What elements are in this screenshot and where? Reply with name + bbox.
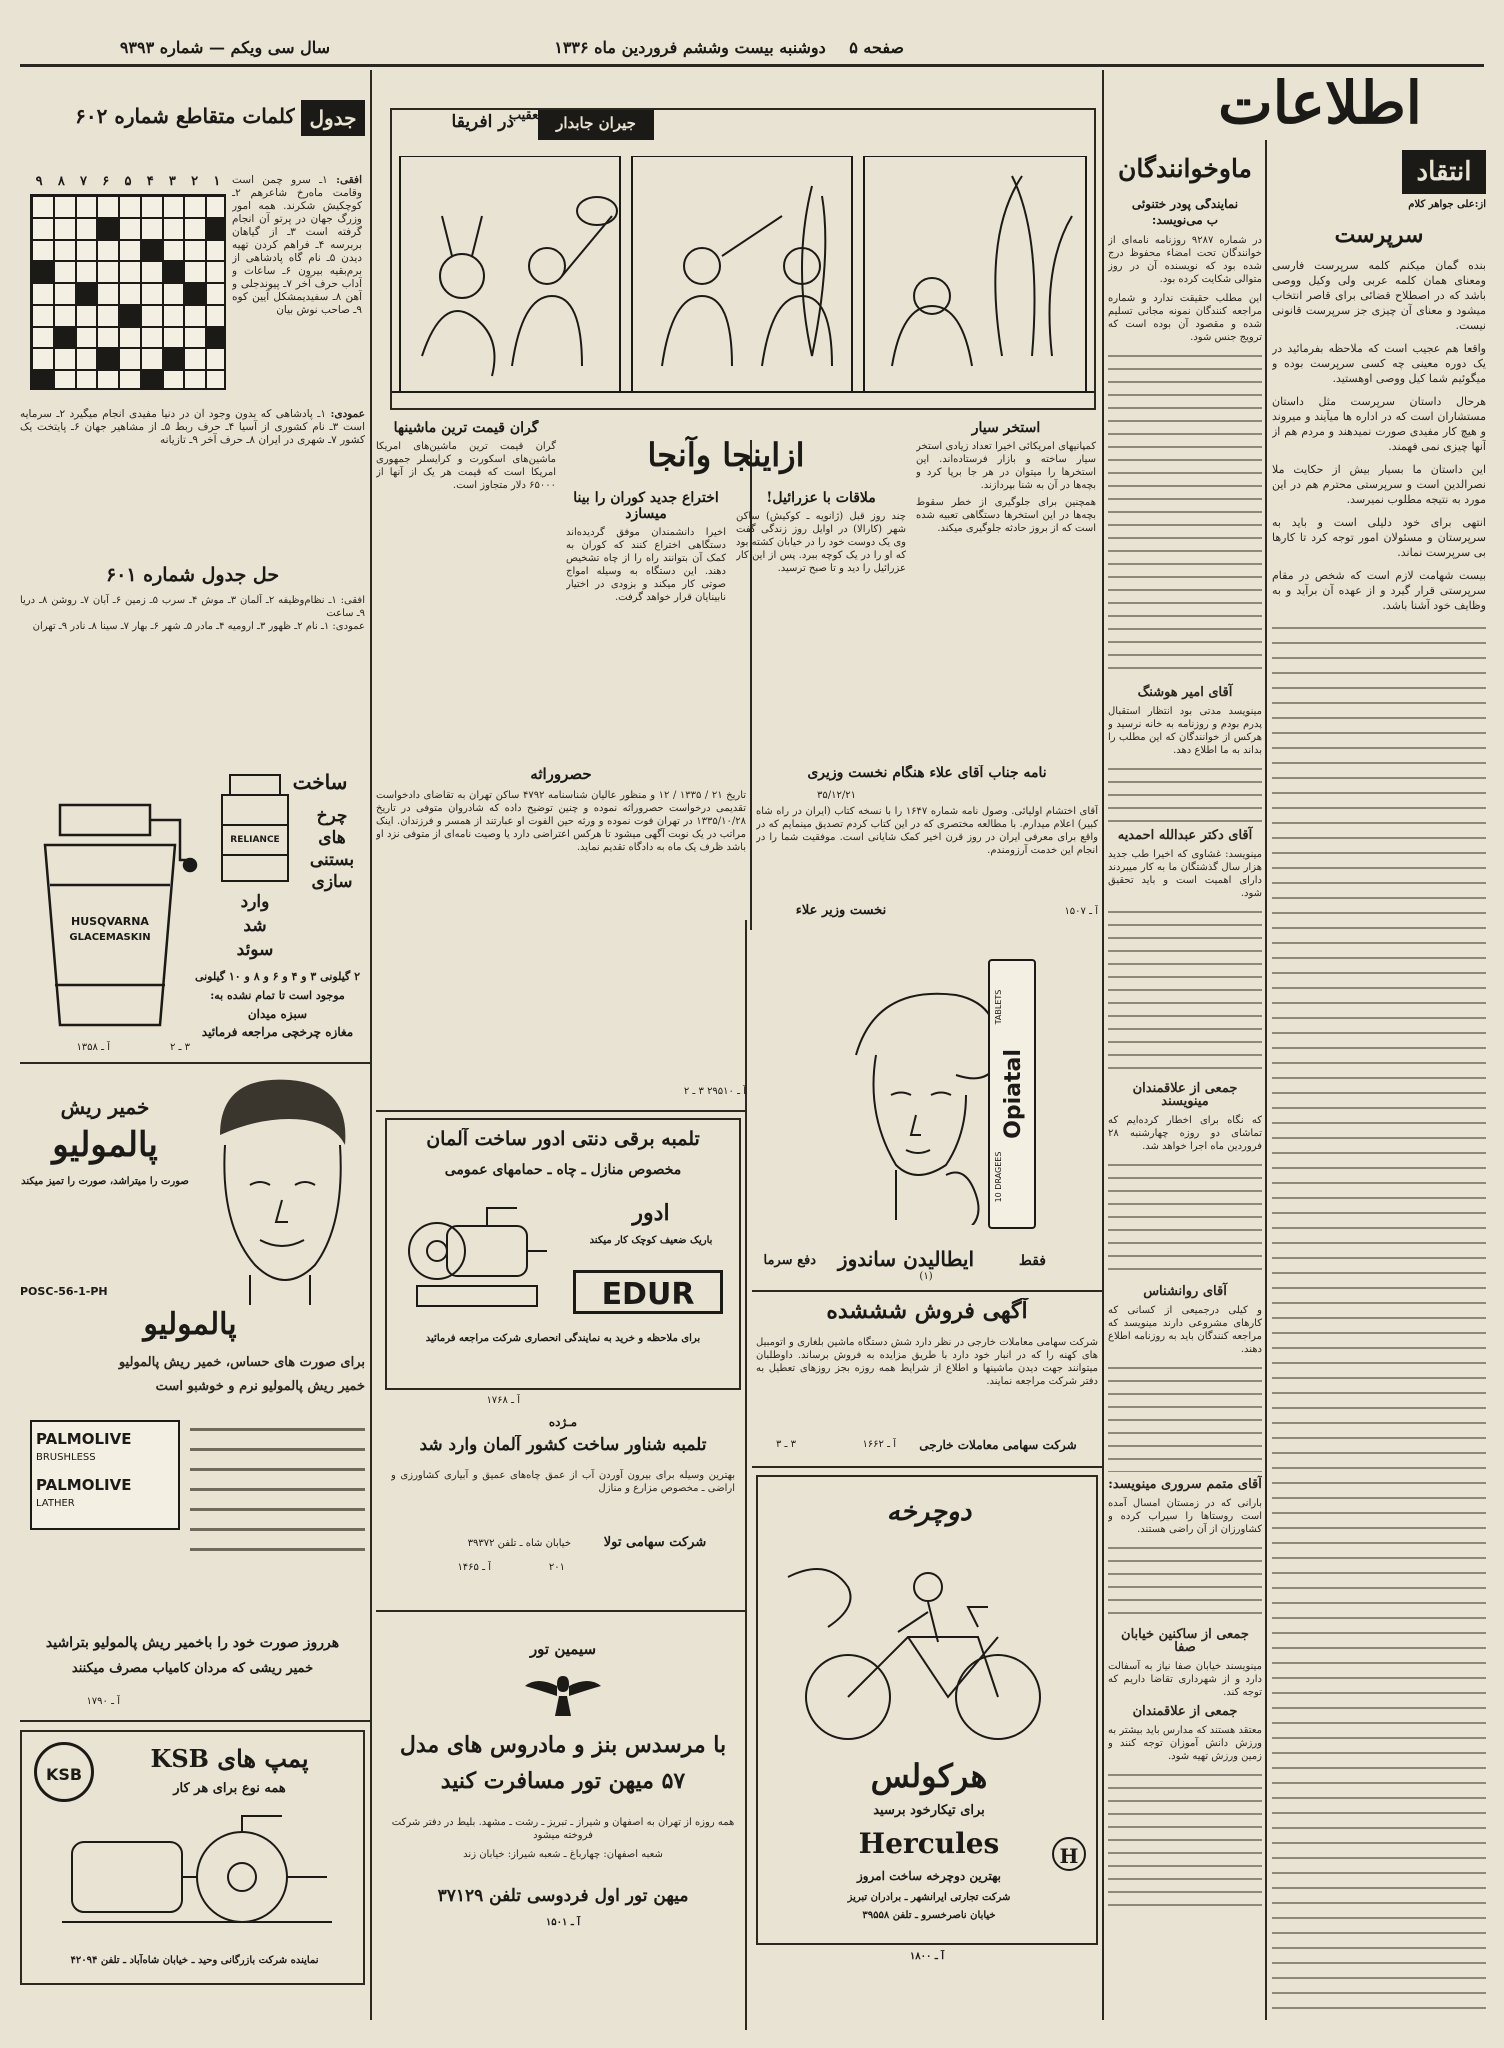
crossword-cell xyxy=(76,240,98,262)
ad-edur-logo: EDUR xyxy=(573,1270,723,1314)
ad-pump-text: بهترین وسیله برای بیرون آوردن آب از عمق چاه‌های عمیق و آبیاری کشاورزی و اراضی ـ مخصوص مزارع و منازل xyxy=(391,1470,735,1494)
masthead: اطلاعات xyxy=(1218,69,1422,137)
ad-tour-text2: شعبه اصفهان: چهارباغ ـ شعبه شیراز: خیابان زند xyxy=(463,1849,663,1860)
column-rule xyxy=(1102,70,1104,2020)
readers-subhead: جمعی از علاقمندان مینویسند xyxy=(1132,1081,1238,1109)
crossword-cell xyxy=(206,196,226,218)
filler-text-lines xyxy=(1108,1362,1262,1472)
ad-sale xyxy=(756,1298,1098,1463)
crossword-cell xyxy=(119,348,141,370)
ad-letter-sign: نخست وزیر علاء xyxy=(795,903,887,918)
ad-ksb-footer: نماینده شرکت بازرگانی وحید ـ خیابان شاه‌آباد ـ تلفن ۴۲۰۹۴ xyxy=(70,1955,319,1966)
crossword-solution-vertical: عمودی: ۱ـ نام ۲ـ ظهور ۳ـ ارومیه ۴ـ مادر ۵ـ شهر ۶ـ بهار ۷ـ سینا ۸ـ نادر ۹ـ تهران xyxy=(32,621,365,632)
ad-ice-cream-sizes: ۲ گیلونی ۳ و ۴ و ۶ و ۸ و ۱۰ گیلونی xyxy=(194,970,361,983)
svg-text:HUSQVARNA: HUSQVARNA xyxy=(71,915,149,928)
ad-pump-company: شرکت سهامی تولا xyxy=(603,1535,707,1550)
crossword-cell xyxy=(32,196,54,218)
ad-tour-address: میهن تور اول فردوسی تلفن ۳۷۱۲۹ xyxy=(437,1886,689,1906)
svg-text:GLACEMASKIN: GLACEMASKIN xyxy=(69,932,151,943)
ad-sale-code: آ ـ ۱۶۶۲ xyxy=(862,1439,896,1450)
crossword-title: کلمات متقاطع شماره ۶۰۲ xyxy=(75,104,295,128)
ad-edur-code: آ ـ ۱۷۶۸ xyxy=(486,1395,520,1406)
crossword-cell xyxy=(97,218,119,240)
crossword-column-number: ۶ xyxy=(102,174,110,189)
crossword-column-number: ۱ xyxy=(213,174,221,189)
crossword-cell xyxy=(141,305,163,327)
ad-word: وارد xyxy=(240,892,270,912)
ad-ksb-title: پمپ های KSB xyxy=(150,1744,309,1773)
misc-column-1 xyxy=(566,490,726,740)
critique-paragraph: واقعا هم عجیب است که ملاحظه بفرمائید در یک دوره معینی چه کسی سرپرست بوده و میگوئیم شما کیل ووصی اوهستید. xyxy=(1272,342,1486,385)
column-rule xyxy=(1265,140,1267,2020)
ad-hercules-brand-fa: هرکولس xyxy=(870,1757,988,1795)
ice-cream-brand-label: RELIANCE xyxy=(230,835,280,845)
crossword-cell xyxy=(184,370,206,390)
critique-paragraph: این داستان ما بسیار بیش از حکایت ملا نصرالدین است و سرپرستی محترم هم در این مورد به نتیجه مطلوب نمیرسد. xyxy=(1272,463,1486,506)
crossword-cell xyxy=(206,305,226,327)
ad-tour-code: آ ـ ۱۵۰۱ xyxy=(545,1917,581,1928)
crossword-cell xyxy=(184,196,206,218)
column-rule xyxy=(370,70,372,2020)
tablet-tube xyxy=(988,959,1036,1229)
crossword-cell xyxy=(54,261,76,283)
crossword-cell xyxy=(32,348,54,370)
crossword-cell xyxy=(97,327,119,349)
crossword-cell xyxy=(76,196,98,218)
crossword-cell xyxy=(76,327,98,349)
filler-text-lines xyxy=(1108,1769,1262,1909)
crossword-cell xyxy=(141,370,163,390)
ad-legal-title: حصروراثه xyxy=(530,765,592,783)
ad-tour-text: همه روزه از تهران به اصفهان و شیراز ـ تبریز ـ رشت ـ مشهد. بلیط در دفتر شرکت فروخته میشود xyxy=(391,1817,735,1841)
ad-hercules xyxy=(756,1475,1098,1945)
cartoon-title: در افریقا xyxy=(451,112,514,132)
ad-legal-text: تاریخ ۲۱ / ۱۳۳۵ / ۱۲ و منظور عالیان شناسنامه ۴۷۹۲ ساکن تهران به تقاضای دادخواست تقدیمی درخواست حصروراثه نموده و چنین توضیح داده که شادروان متوفی در تاریخ ۱۳۳۵/۱۰/۲۸ در تهران فوت نموده و ورثه حین الفوت او عبارتند از همسر و فرزندان. اینک مراتب در یک نوبت آگهی میشود تا هرکس اعتراضی دارد یا وصیت نامه‌ای از متوفی نزد او باشد ظرف یک ماه به دادگاه تقدیم نماید. xyxy=(376,790,746,853)
section-rule xyxy=(752,1290,1102,1292)
date-line: دوشنبه بیست وششم فروردین ماه ۱۳۳۶ xyxy=(554,38,826,57)
crossword-cell xyxy=(206,261,226,283)
crossword-cell xyxy=(32,218,54,240)
readers-subhead: آقای روانشناس xyxy=(1143,1284,1227,1299)
crossword-cell xyxy=(163,196,185,218)
crossword-cell xyxy=(141,283,163,305)
readers-subhead: نمایندگی پودر ختنوئی xyxy=(1131,198,1239,211)
tube-label: LATHER xyxy=(36,1498,75,1509)
crossword-cell xyxy=(76,283,98,305)
ad-word: بستنی xyxy=(309,850,355,870)
ad-ice-cream xyxy=(20,765,365,1055)
crossword-cell xyxy=(97,240,119,262)
crossword-cell xyxy=(184,327,206,349)
section-rule xyxy=(376,1610,746,1612)
ksb-logo: KSB xyxy=(34,1742,94,1802)
ad-palmolive-line3: هرروز صورت خود را باخمیر ریش پالمولیو بتراشید xyxy=(45,1635,340,1651)
filler-text-lines xyxy=(1108,763,1262,823)
crossword-cell xyxy=(163,327,185,349)
crossword-column-number: ۷ xyxy=(80,174,88,189)
ad-word: سازی xyxy=(311,872,353,892)
crossword-cell xyxy=(163,283,185,305)
crossword-cell xyxy=(163,348,185,370)
ad-edur-title: تلمبه برقی دنتی ادور ساخت آلمان xyxy=(426,1128,700,1150)
crossword-column-number: ۵ xyxy=(124,174,132,189)
crossword-cell xyxy=(119,218,141,240)
tube-label: BRUSHLESS xyxy=(36,1452,96,1463)
crossword-badge: جدول xyxy=(301,100,365,136)
ad-tablets xyxy=(756,935,1098,1285)
ad-hercules-company: شرکت تجارتی ایرانشهر ـ برادران تبریز xyxy=(847,1892,1011,1903)
crossword-cell xyxy=(54,327,76,349)
crossword-cell xyxy=(206,370,226,390)
ad-letter-code: آ ـ ۱۵۰۷ xyxy=(1064,906,1098,917)
crossword-cell xyxy=(97,283,119,305)
critique-paragraph: هرحال داستان سرپرست مثل داستان مستشاران است که در اداره ها میآیند و میروند و هیچ کار مفیدی صورت نمیدهند و مردم هم از آنها چیزی نمی فهمند. xyxy=(1272,395,1486,453)
ad-pump-address: خیابان شاه ـ تلفن ۳۹۳۷۲ xyxy=(467,1538,571,1549)
ad-hercules-address: خیابان ناصرخسرو ـ تلفن ۳۹۵۵۸ xyxy=(862,1910,996,1921)
ad-edur-brand2: باریک ضعیف کوچک کار میکند xyxy=(589,1235,713,1246)
crossword-cell xyxy=(119,261,141,283)
ad-ice-cream-code2: ۳ ـ ۲ xyxy=(169,1042,190,1053)
ad-sale-company: شرکت سهامی معاملات خارجی xyxy=(919,1438,1077,1452)
section-rule xyxy=(752,1466,1102,1468)
ad-tour-title: با مرسدس بنز و مادروس های مدل xyxy=(399,1732,727,1758)
filler-text-lines xyxy=(1108,1542,1262,1622)
ad-hercules-brand-en: Hercules xyxy=(858,1827,1000,1860)
readers-subhead: جمعی از ساکنین خیابان صفا xyxy=(1121,1627,1249,1655)
crossword-cell xyxy=(32,370,54,390)
crossword-cell xyxy=(76,305,98,327)
ad-palmolive-tagline: صورت را میتراشد، صورت را تمیز میکند xyxy=(21,1176,189,1187)
ad-tablets-num: (۱) xyxy=(919,1271,933,1282)
crossword-horizontal xyxy=(232,174,362,404)
ad-palmolive-brand2: پالمولیو xyxy=(143,1307,237,1342)
ad-hercules-top: دوچرخه xyxy=(886,1497,972,1527)
page-number: صفحه ۵ xyxy=(849,38,904,57)
crossword-column-number: ۹ xyxy=(35,174,43,189)
crossword-column-number: ۳ xyxy=(168,174,176,189)
crossword-cell xyxy=(119,196,141,218)
ad-ice-cream-words xyxy=(300,805,364,935)
ad-letter-title: نامه جناب آقای علاء هنگام نخست وزیری xyxy=(807,765,1047,781)
crossword-cell xyxy=(76,218,98,240)
critique-column xyxy=(1272,140,1486,2030)
ad-letter-text: آقای اختشام اولیائی. وصول نامه شماره ۱۶۴۷ را با نسخه کتاب (ایران در راه شاه کبیر) اعلام میدارم. با مطالعه مختصری که در این کتاب کردم تصدیق مینمایم که در واقع برای معرفی ایران در روز قرن اخیر کمک شایانی است. موفقیت شما را در انجام این خدمت آرزومندم. xyxy=(756,806,1098,856)
crossword-cell xyxy=(141,261,163,283)
crossword-horizontal-label: افقی: xyxy=(336,174,362,186)
readers-paragraph: در شماره ۹۲۸۷ روزنامه نامه‌ای از خوانندگان تحت امضاء محفوظ درج شده بود که نویسنده آن در روز متوالی شکایت کرده بود. xyxy=(1108,235,1262,285)
ad-edur-sub: مخصوص منازل ـ چاه ـ حمامهای عمومی xyxy=(444,1162,682,1178)
ad-palmolive-code: POSC-56-1-PH xyxy=(20,1285,108,1298)
crossword-cell xyxy=(32,283,54,305)
crossword-vertical-clues: ۱ـ پادشاهی که بدون وجود آن در دنیا مفیدی انجام میگیرد ۲ـ سرمایه است ۳ـ نام کشوری از آسیا ۴ـ حرف ربط ۵ـ از مشاهیر جهان ۶ـ پایتخت یک کشور ۷ـ شهری در ایران ۸ـ حرف آخر ۹ـ تازیانه xyxy=(20,408,365,446)
filler-text-lines xyxy=(1108,350,1262,680)
crossword-cell xyxy=(97,370,119,390)
ad-word: سوئد xyxy=(236,940,274,960)
misc-item-title: اختراع جدید کوران را بینا میسازد xyxy=(573,490,719,522)
crossword-cell xyxy=(119,283,141,305)
readers-paragraph: مینویسد: غشاوی که اخیرا طب جدید هزار سال گذشتگان ما به کار میبردند دارای اهمیت است و باید تحقیق شود. xyxy=(1108,849,1262,899)
crossword-cell xyxy=(141,218,163,240)
critique-paragraph: بنده گمان میکنم کلمه سرپرست فارسی ومعنای همان کلمه عربی ولی وکیل ووصی باشد که در اصطلاح قضائی برای قاصر انتخاب میشود و معنای آن چیزی جز سرپرست قانونی نیست. xyxy=(1272,259,1486,332)
crossword-cell xyxy=(206,240,226,262)
crossword-cell xyxy=(184,240,206,262)
ad-word: های xyxy=(318,828,346,848)
crossword-solution-horizontal: افقی: ۱ـ نظام‌وظیفه ۲ـ آلمان ۳ـ موش ۴ـ سرب ۵ـ زمین ۶ـ آبان ۷ـ روشن ۸ـ دریا ۹ـ ساعت xyxy=(20,595,365,619)
ad-sale-title: آگهی فروش شششده xyxy=(826,1298,1028,1324)
misc-item-text: همچنین برای جلوگیری از خطر سقوط بچه‌ها در این استخرها دستگاهی تعبیه شده است که از بروز حادثه جلوگیری میکند. xyxy=(916,497,1096,534)
ad-ksb-sub: همه نوع برای هر کار xyxy=(173,1782,286,1796)
crossword-grid xyxy=(30,194,226,390)
readers-subhead: ب‌ می‌نویسد: xyxy=(1151,214,1219,227)
hercules-logo: H xyxy=(1052,1837,1086,1871)
crossword-solution-title: حل جدول شماره ۶۰۱ xyxy=(105,564,280,586)
tube-brand: PALMOLIVE xyxy=(36,1476,132,1494)
crossword-cell xyxy=(54,240,76,262)
crossword-cell xyxy=(32,305,54,327)
ad-ice-cream-words2 xyxy=(210,890,300,970)
filler-text-lines xyxy=(1108,906,1262,1076)
ad-palmolive-brand: پالمولیو xyxy=(52,1125,158,1165)
readers-subhead: آقای دکتر عبدالله احمدیه xyxy=(1117,828,1253,843)
crossword-cell xyxy=(163,261,185,283)
misc-item-text: کمپانیهای امریکائی اخیرا تعداد زیادی استخر سیار ساخته و بازار فرستاده‌اند. این استخرها را میتوان در هر جا برپا کرد و بچه‌ها در آن به شنا بپردازند. xyxy=(916,441,1096,491)
readers-paragraph: مینویسد مدتی بود انتظار استقبال پدرم بودم و روزنامه به خانه نرسید و هرکس از خوانندگان که این مطلب را بداند به ما اطلاع دهد. xyxy=(1108,706,1262,756)
misc-item-title: استخر سیار xyxy=(971,420,1041,436)
ad-tour-top: سیمین تور xyxy=(529,1640,597,1658)
critique-paragraph: انتهی برای خود دلیلی است و باید به سرپرستان و مسئولان امور توجه کرد تا کارها بی سرپرست نماند. xyxy=(1272,516,1486,559)
readers-subhead: آقای امیر هوشنگ xyxy=(1137,685,1233,700)
crossword-cell xyxy=(206,348,226,370)
readers-paragraph: که نگاه برای اخطار کرده‌ایم که تماشای دو روزه چهارشنبه ۲۸ فروردین ماه اجرا خواهد شد. xyxy=(1108,1115,1262,1152)
crossword-cell xyxy=(97,261,119,283)
crossword-column-number: ۲ xyxy=(191,174,199,189)
crossword-cell xyxy=(184,283,206,305)
readers-paragraph: مینویسند خیابان صفا نیاز به آسفالت دارد و از شهرداری تقاضا داریم که توجه کند. xyxy=(1108,1661,1262,1698)
misc-item-title: گران قیمت ترین ماشینها xyxy=(393,420,539,436)
ad-ice-cream-stock: موجود است تا تمام نشده به: xyxy=(210,989,345,1002)
crossword-column-numbers xyxy=(28,174,228,192)
ad-word: چرخ xyxy=(316,806,348,826)
issue-line: سال سی ویکم — شماره ۹۳۹۳ xyxy=(119,38,330,57)
crossword-cell xyxy=(54,283,76,305)
crossword-column-number: ۴ xyxy=(146,174,154,189)
ad-sale-text: شرکت سهامی معاملات خارجی در نظر دارد شش دستگاه ماشین بلغاری و اتومبیل های کهنه را که در انبار خود دارد با طریق مزایده به فروش برساند. داوطلبان میتوانند جهت دیدن ماشینها و اطلاع از شرایط همه روزه بجز روزهای تعطیل به دفتر شرکت مراجعه نمایند. xyxy=(756,1337,1098,1387)
ad-tablets-line3: دفع سرما xyxy=(763,1253,816,1268)
crossword-cell xyxy=(32,327,54,349)
crossword-vertical xyxy=(20,408,365,558)
crossword-cell xyxy=(206,327,226,349)
misc-section xyxy=(376,420,1096,740)
tablet-brand-dragees: 10 DRAGEES xyxy=(994,1151,1003,1203)
readers-subhead: جمعی از علاقمندان xyxy=(1132,1704,1238,1719)
critique-badge: انتقاد xyxy=(1402,150,1486,194)
crossword-cell xyxy=(141,196,163,218)
ad-pump-code2: آ ـ ۱۴۶۵ xyxy=(457,1562,491,1573)
crossword-cell xyxy=(119,370,141,390)
woman-illustration xyxy=(816,975,1016,1225)
misc-item-text: گران قیمت ترین ماشین‌های امریکا ماشین‌های اسکورت و کرایسلر جمهوری امریکا است که قیمت هر یک از آنها از ۶۵۰۰۰ دلار متجاوز است. xyxy=(376,441,556,491)
tablet-brand-tablets: TABLETS xyxy=(994,989,1003,1025)
readers-column xyxy=(1108,140,1262,2030)
ksb-pump-illustration xyxy=(52,1812,342,1942)
section-rule xyxy=(20,1062,370,1064)
ad-tour-title2: ۵۷ میهن تور مسافرت کنید xyxy=(440,1768,686,1794)
crossword-cell xyxy=(141,240,163,262)
crossword-cell xyxy=(76,348,98,370)
crossword-cell xyxy=(163,240,185,262)
crossword-cell xyxy=(76,261,98,283)
critique-paragraph: بیست شهامت لازم است که شخص در مقام سرپرستی قرار گیرد و از عهده آن برآید و به وظایف خود آشنا باشد. xyxy=(1272,569,1486,612)
crossword-cell xyxy=(54,196,76,218)
ad-tablets-line2: فقط xyxy=(1018,1253,1046,1269)
crossword-vertical-label: عمودی: xyxy=(330,408,365,420)
ad-ice-cream-title: ساخت xyxy=(292,770,348,794)
ad-pump-code1: ۲۰۱ xyxy=(548,1562,565,1573)
tablet-brand: Opiatal xyxy=(1001,1049,1026,1139)
ad-legal-code: آ ـ ۲۹۵۱۰ ۳ ـ ۲ xyxy=(683,1086,746,1097)
cartoon-caption: تعقیب xyxy=(508,108,542,123)
section-rule xyxy=(376,1110,746,1112)
ad-ice-cream-code: آ ـ ۱۳۵۸ xyxy=(76,1042,110,1053)
crossword-cell xyxy=(119,305,141,327)
readers-paragraph: معتقد هستند که مدارس باید بیشتر به ورزش دانش آموزان توجه کنند و زمین ورزش تهیه شود. xyxy=(1108,1725,1262,1762)
ad-hercules-sub: برای تیکارخود برسید xyxy=(873,1803,985,1818)
critique-title: سرپرست xyxy=(1334,222,1424,248)
ad-sale-code2: ۳ ـ ۳ xyxy=(775,1439,796,1450)
readers-paragraph: این مطلب حقیقت ندارد و شماره مراجعه کنندگان نمونه مجانی تسلیم شده و مقصود آن بوده است که ترویج جنس شود. xyxy=(1108,293,1262,343)
ad-letter-date: ۳۵/۱۲/۲۱ xyxy=(817,790,856,801)
misc-item-title: ملاقات با عزرائیل! xyxy=(766,490,876,506)
crossword-cell xyxy=(32,261,54,283)
cartoon-strip xyxy=(390,108,1096,410)
crossword-cell xyxy=(141,348,163,370)
ad-palmolive xyxy=(20,1075,365,1715)
crossword-cell xyxy=(97,196,119,218)
ad-edur-brand: ادور xyxy=(632,1200,670,1226)
ad-palmolive-line2: خمیر ریش پالمولیو نرم و خوشبو است xyxy=(155,1379,365,1394)
crossword-cell xyxy=(54,370,76,390)
ad-edur xyxy=(385,1118,741,1390)
winged-emblem-icon xyxy=(523,1666,603,1726)
filler-text-lines xyxy=(1108,1159,1262,1279)
crossword-cell xyxy=(184,218,206,240)
palmolive-tube xyxy=(30,1420,180,1530)
crossword-cell xyxy=(163,218,185,240)
crossword-cell xyxy=(76,370,98,390)
misc-title: ازاینجا وآنجا xyxy=(647,436,805,474)
ad-palmolive-code2: آ ـ ۱۷۹۰ xyxy=(86,1696,120,1707)
ad-pump-prefix: مـژده xyxy=(548,1415,578,1429)
crossword-cell xyxy=(163,305,185,327)
crossword-cell xyxy=(54,348,76,370)
crossword-cell xyxy=(32,240,54,262)
palmolive-text-lines xyxy=(190,1420,365,1560)
readers-paragraph: و کیلی درجمیعی از کسانی که کارهای مشروعی دارند مینویسد که مراجعه کنندگان باید به روزنامه اطلاع دهند. xyxy=(1108,1305,1262,1355)
crossword-cell xyxy=(97,305,119,327)
misc-item-text: چند روز قبل (ژانویه ـ کوکیش) ساکن شهر (کارالا) در اوایل روز زندگی گفت وی یک دوست خود را در خیابان کشته بود که او را در یک کوچه ببرد. پس از این کار عزرائیل را دید و تا صبح ترسید. xyxy=(736,511,906,574)
ad-legal xyxy=(376,765,746,1105)
readers-body xyxy=(1108,234,1262,2014)
misc-column-0 xyxy=(376,420,556,740)
ad-floating-pump xyxy=(385,1415,741,1605)
readers-title: ماوخوانندگان xyxy=(1118,154,1252,183)
crossword-cell xyxy=(184,305,206,327)
ad-tour xyxy=(385,1620,741,2000)
cartoon-drawing xyxy=(392,156,1094,396)
man-portrait-illustration xyxy=(190,1075,365,1305)
crossword-solution xyxy=(20,594,365,654)
section-rule xyxy=(20,1720,370,1722)
ad-palmolive-title: خمیر ریش xyxy=(60,1095,150,1119)
misc-column-2 xyxy=(736,490,906,740)
misc-item-text: اخیرا دانشمندان موفق گردیده‌اند دستگاهی اختراع کنند که کوران به کمک آن بتوانند راه را از چاه تشخیص دهند. این دستگاه به وسیله امواج صوتی کار میکند و بزودی در اختیار نابینایان قرار خواهد گرفت. xyxy=(566,527,726,603)
ad-palmolive-line1: برای صورت های حساس، خمیر ریش پالمولیو xyxy=(118,1355,365,1370)
ad-hercules-code: آ ـ ۱۸۰۰ xyxy=(909,1951,945,1962)
crossword-cell xyxy=(54,218,76,240)
readers-paragraph: بارانی که در زمستان امسال آمده است روستاها را سیراب کرده و کشاورزان از آن راضی هستند. xyxy=(1108,1498,1262,1535)
readers-subhead: آقای متمم سروری مینویسد: xyxy=(1108,1477,1262,1492)
ad-edur-footer: برای ملاحظه و خرید به نمایندگی انحصاری شرکت مراجعه فرمائید xyxy=(425,1333,701,1344)
ice-cream-maker-illustration xyxy=(20,795,200,1045)
crossword-column-number: ۸ xyxy=(57,174,65,189)
cartoon-badge: جیران جابدار xyxy=(538,108,654,140)
crossword-cell xyxy=(184,261,206,283)
filler-text-lines xyxy=(1272,621,1486,2018)
crossword-cell xyxy=(141,327,163,349)
ad-tablets-line1: ایطالیدن ساندوز xyxy=(837,1247,975,1271)
critique-body xyxy=(1272,258,1486,2018)
tube-brand: PALMOLIVE xyxy=(36,1430,132,1448)
crossword-cell xyxy=(163,370,185,390)
ad-hercules-line: بهترین دوچرخه ساخت امروز xyxy=(856,1869,1002,1883)
bicycle-illustration xyxy=(778,1547,1078,1747)
crossword-cell xyxy=(184,348,206,370)
ad-ice-cream-where2: مغازه چرخچی مراجعه فرمائید xyxy=(201,1025,354,1039)
crossword-cell xyxy=(119,327,141,349)
ad-palmolive-line4: خمیر ریشی که مردان کامیاب مصرف میکنند xyxy=(71,1661,314,1676)
crossword-section xyxy=(20,74,365,654)
ad-ice-cream-where1: سبزه میدان xyxy=(247,1007,308,1021)
critique-byline: از:علی جواهر کلام xyxy=(1408,199,1486,210)
misc-column-3 xyxy=(916,420,1096,740)
crossword-cell xyxy=(97,348,119,370)
pump-illustration xyxy=(397,1196,557,1316)
crossword-cell xyxy=(206,218,226,240)
ad-word: شد xyxy=(243,916,267,936)
ad-ksb xyxy=(20,1730,365,1985)
crossword-horizontal-clues: ۱ـ سرو چمن است وقامت ماه‌رخ شاعرهم ۲ـ کوچکیش شکرند. همه امور وزرگ جهان در پرتو آن انجام گرفته است ۳ـ از گیاهان بربرسه ۴ـ فراهم کردن تهیه دیدن ۵ـ نام گاه پادشاهی از برم‌بقیه بیرون ۶ـ ساعات و آداب حرف آخر ۷ـ پیوندجلی و آهن ۸ـ سفیدیمشکل آیین کوه ۹ـ صاحب نوش بیان xyxy=(232,174,362,316)
ad-letter xyxy=(756,765,1098,930)
ad-pump-title: تلمبه شناور ساخت کشور آلمان وارد شد xyxy=(419,1435,707,1455)
crossword-cell xyxy=(54,305,76,327)
crossword-cell xyxy=(206,283,226,305)
crossword-cell xyxy=(119,240,141,262)
